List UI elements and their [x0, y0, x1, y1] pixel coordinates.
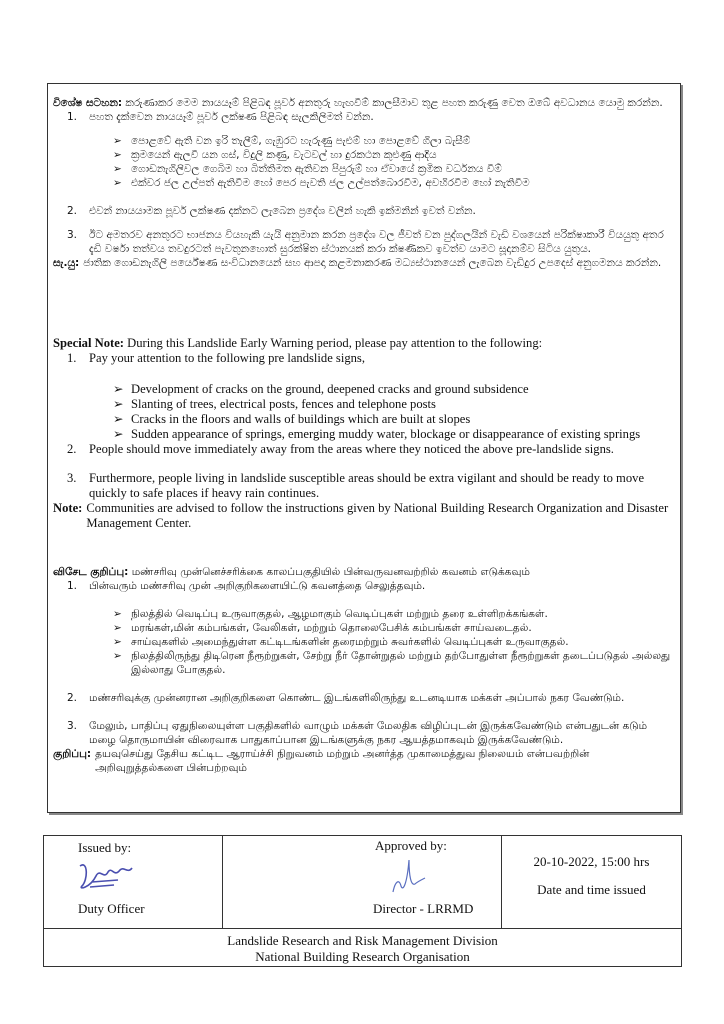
tamil-intro-text: மண்சரிவு முன்னெச்சரிக்கை காலப்பகுதியில் பின்வருவனவற்றில் கவனம் எடுக்கவும்: [131, 566, 530, 578]
bullet-item: [113, 427, 677, 442]
english-bullets: [53, 382, 677, 442]
english-item-1: [53, 351, 677, 366]
datetime-label: Date and time issued: [537, 882, 646, 897]
sinhala-item-1: [53, 110, 677, 124]
item-number: 3.: [67, 229, 78, 241]
bullet-item: [113, 621, 677, 635]
item-number: 1.: [67, 351, 77, 365]
item-text: பின்வரும் மண்சரிவு முன் அறிகுறிகளையிட்டு கவனத்தை செலுத்தவும்.: [89, 580, 426, 592]
bullet-text: நிலத்திலிருந்து திடிரென நீரூற்றுகள், சேற்று நீர் தோன்றுதல் மற்றும் தற்போதுள்ள நீரூற்றுகள் தடைப்படுதல் அல்லது இல்லாது போகுதல்.: [131, 650, 671, 676]
sinhala-item-3: [53, 228, 677, 256]
issued-by-cell: [44, 836, 222, 928]
approved-by-cell: [223, 836, 501, 928]
bullet-text: ක්‍රමයෙන් ඇලවී යන ගස්, විදුලි කණු, වැටවල් හා දුරකථන කුළුණු ආදිය: [131, 149, 437, 161]
item-number: 1.: [67, 111, 78, 123]
bullet-item: [113, 148, 677, 162]
issuance-table: [43, 835, 682, 967]
bullet-text: சாய்வுகளில் அமைந்துள்ள கட்டிடங்களின் தரைமற்றும் சுவர்களில் வெடிப்புகள் உருவாகுதல்.: [131, 636, 569, 648]
note-label: සැ.යු:: [53, 257, 80, 269]
sinhala-intro: [53, 96, 677, 110]
item-text: ඊට අමතරව අනතුරට භාජනය වියහැකි යැයි අනුමාන කරන ප්‍රදේශ වල ජීවත් වන පුද්ගලයින් වැඩි වශයෙන් පරික්ෂාකාරී වියයුතු අතර දැඩි වර්ෂා තත්වය තවදුරටත් පැවතුනහොත් සුරක්ෂිත ස්ථානයක් කරා ක්ෂණිකව ඉවත්ව යාමට සූදානම්ව සිටිය යුතුය.: [89, 229, 664, 255]
approved-by-role: Director - LRRMD: [373, 901, 474, 916]
duty-officer-signature: [74, 858, 136, 892]
english-note: [53, 501, 677, 531]
arrowhead-bullet-icon: ➢: [113, 412, 124, 426]
arrowhead-bullet-icon: ➢: [113, 149, 122, 161]
bullet-text: Development of cracks on the ground, deepened cracks and ground subsidence: [131, 382, 529, 396]
approved-by-label: Approved by:: [375, 838, 447, 853]
bullet-text: Cracks in the floors and walls of buildings which are built at slopes: [131, 412, 471, 426]
item-number: 3.: [67, 471, 77, 485]
arrowhead-bullet-icon: ➢: [113, 397, 124, 411]
issued-by-role: Duty Officer: [78, 901, 145, 916]
english-section: [53, 336, 677, 531]
sinhala-section: [53, 96, 677, 270]
tamil-bullets: [53, 607, 677, 677]
item-text: එවන් නායයාමක පූර්ව ලක්ෂණ දක්නට ලැබෙන ප්‍රදේශ වලින් හැකි ඉක්මනින් ඉවත් වන්න.: [89, 205, 476, 217]
org-division: Landslide Research and Risk Management Division: [227, 933, 498, 948]
item-text: පහත දැක්වෙන නායයෑම් පූර්ව ලක්ෂණ පිළිබඳ සැලකිලිමත් වන්න.: [89, 111, 374, 123]
sinhala-bullets: [53, 134, 677, 190]
arrowhead-bullet-icon: ➢: [113, 608, 122, 620]
item-number: 2.: [67, 205, 78, 217]
note-text: Communities are advised to follow the instructions given by National Building Research Organization and Disaster Management Center.: [86, 501, 669, 530]
item-number: 1.: [67, 580, 78, 592]
arrowhead-bullet-icon: ➢: [113, 382, 124, 396]
sinhala-item-2: [53, 204, 677, 218]
bullet-text: நிலத்தில் வெடிப்பு உருவாகுதல், ஆழமாகும் வெடிப்புகள் மற்றும் தரை உள்ளிறக்கங்கள்.: [131, 608, 548, 620]
tamil-note: [53, 747, 677, 775]
item-text: People should move immediately away from the areas where they noticed the above pre-landslide signs.: [89, 442, 614, 456]
issued-by-label: Issued by:: [78, 840, 132, 855]
tamil-intro: [53, 565, 677, 579]
bullet-item: [113, 382, 677, 397]
tamil-section: [53, 565, 677, 775]
arrowhead-bullet-icon: ➢: [113, 177, 122, 189]
item-number: 3.: [67, 720, 78, 732]
tamil-item-3: [53, 719, 677, 747]
bullet-item: [113, 176, 677, 190]
bullet-text: Sudden appearance of springs, emerging muddy water, blockage or disappearance of existing springs: [131, 427, 641, 441]
arrowhead-bullet-icon: ➢: [113, 163, 122, 175]
item-text: மண்சரிவுக்கு முன்னரான அறிகுறிகளை கொண்ட இடங்களிலிருந்து உடனடியாக மக்கள் அப்பால் நகர வேண்டும்.: [89, 692, 625, 704]
item-text: மேலும், பாதிப்பு ஏதுநிலையுள்ள பகுதிகளில் வாழும் மக்கள் மேலதிக விழிப்புடன் இருக்கவேண்டும் என்பதுடன் கடும் மழை தொருமாயின் விரைவாக பாதுகாப்பான இடங்களுக்கு நகர ஆயத்தமாகவும் இருக்கவேண்டும்.: [89, 720, 648, 746]
note-label: குறிப்பு:: [53, 748, 92, 760]
sinhala-note: [53, 256, 677, 270]
tamil-heading: விசேட குறிப்பு:: [53, 566, 129, 578]
english-intro-text: During this Landslide Early Warning period, please pay attention to the following:: [127, 336, 543, 350]
bullet-item: [113, 649, 677, 677]
tamil-item-1: [53, 579, 677, 593]
bullet-text: மரங்கள்,மின் கம்பங்கள், வேலிகள், மற்றும் தொலைபேசிக் கம்பங்கள் சாய்வடைதல்.: [131, 622, 532, 634]
bullet-text: එක්වර ජල උල්පත් ඇතිවීම හෝ පෙර පැවති ජල උල්පත්බොරවීම, අවහිරවීම හෝ නැතිවීම: [131, 177, 530, 189]
issue-datetime: 20-10-2022, 15:00 hrs: [533, 854, 650, 869]
sinhala-intro-text: කරුණාකර මෙම නායයෑම් පිළිබඳ පූර්ව අනතුරු හැඟවීම් කාලසීමාව තුළ පහත කරුණු වෙත ඔබේ අවධානය යොමු කරන්න.: [125, 97, 663, 109]
item-text: Furthermore, people living in landslide susceptible areas should be extra vigilant and should be ready to move quickly to safe places if heavy rain continues.: [89, 471, 645, 500]
bullet-item: [113, 412, 677, 427]
english-item-3: [53, 471, 677, 501]
english-item-2: [53, 442, 677, 457]
bullet-item: [113, 607, 677, 621]
arrowhead-bullet-icon: ➢: [113, 135, 122, 147]
bullet-item: [113, 397, 677, 412]
item-number: 2.: [67, 692, 78, 704]
note-label: Note:: [53, 501, 83, 515]
item-number: 2.: [67, 442, 77, 456]
tamil-item-2: [53, 691, 677, 705]
arrowhead-bullet-icon: ➢: [113, 650, 122, 662]
bullet-text: ගොඩනැගිලිවල ගෙබිම හා බිත්තිමත ඇතිවන පිපුරුම් හා ඒවායේ ක්‍රමික වර්ධනය වීම්: [131, 163, 502, 175]
note-text: தயவுசெய்து தேசிய கட்டிட ஆராய்ச்சி நிறுவனம் மற்றும் அனர்த்த முகாமைத்துவ நிலையம் என்பவற்றின் அறிவுறுத்தல்களை பின்பற்றவும்: [95, 748, 590, 774]
bullet-text: Slanting of trees, electrical posts, fences and telephone posts: [131, 397, 436, 411]
arrowhead-bullet-icon: ➢: [113, 622, 122, 634]
sinhala-heading: විශේෂ සටහන:: [53, 97, 123, 109]
bullet-text: පොළවේ ඇති වන ඉරි තැලීම්, ගැඹුරට හැරුණු පැළුම් හා පොළවේ ගිලා බැසීම්: [131, 135, 471, 147]
arrowhead-bullet-icon: ➢: [113, 636, 122, 648]
bullet-item: [113, 134, 677, 148]
bullet-item: [113, 635, 677, 649]
note-text: ජාතික ගොඩනැගිලි පර්යේෂණ සංවිධානයෙන් සහ ආපදා කළමනාකරණ මධ්‍යස්ථානයෙන් ලැබෙන වැඩිදුර උපදෙස් අනුගමනය කරන්න.: [83, 257, 662, 269]
org-name: National Building Research Organisation: [255, 949, 470, 964]
english-intro: [53, 336, 677, 351]
datetime-cell: [502, 836, 681, 928]
organisation-cell: [44, 929, 682, 967]
english-heading: Special Note:: [53, 336, 124, 350]
bullet-item: [113, 162, 677, 176]
arrowhead-bullet-icon: ➢: [113, 427, 124, 441]
item-text: Pay your attention to the following pre landslide signs,: [89, 351, 365, 365]
director-signature: [387, 856, 427, 896]
